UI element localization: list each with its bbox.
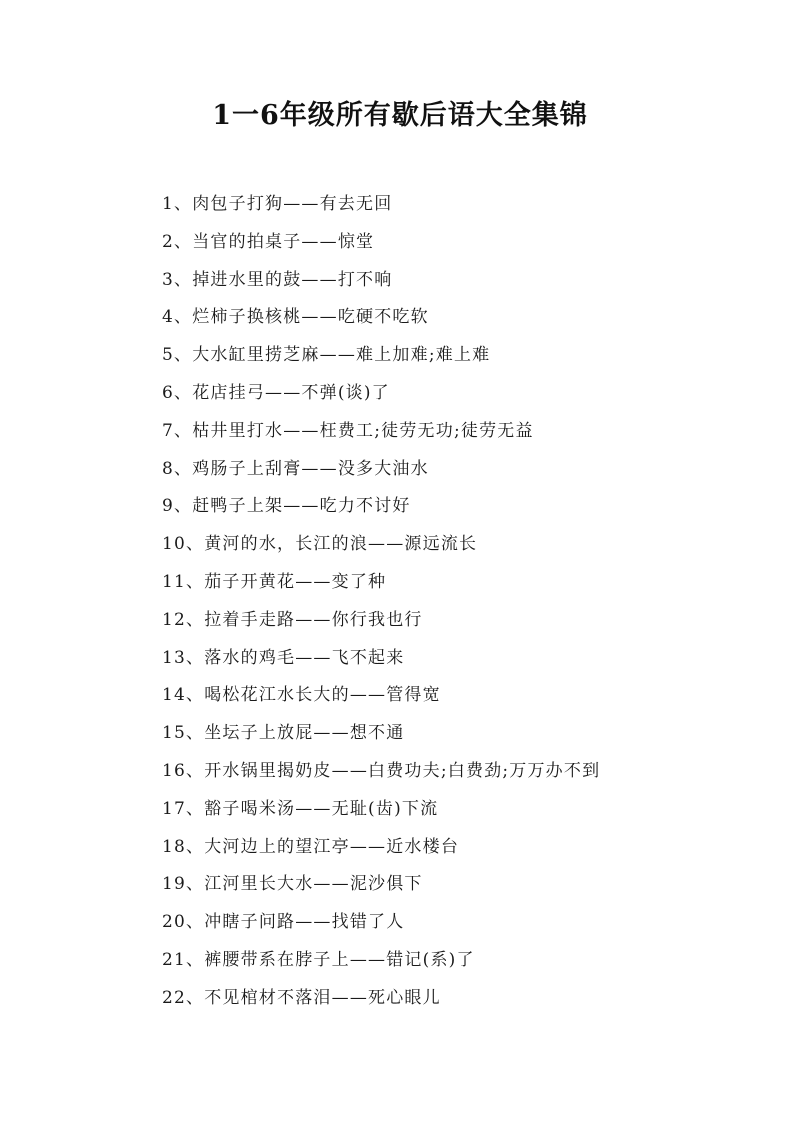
list-item: 17、豁子喝米汤——无耻(齿)下流 — [162, 798, 439, 819]
list-item: 12、拉着手走路——你行我也行 — [162, 609, 423, 630]
page-title: 1一6年级所有歇后语大全集锦 — [212, 100, 588, 131]
list-item: 22、不见棺材不落泪——死心眼儿 — [162, 987, 441, 1008]
list-item: 20、冲瞎子问路——找错了人 — [162, 912, 405, 933]
list-item: 10、黄河的水，长江的浪——源远流长 — [162, 534, 478, 555]
list-item: 9、赶鸭子上架——吃力不讨好 — [162, 496, 411, 517]
list-item: 8、鸡肠子上刮膏——没多大油水 — [162, 458, 429, 479]
list-item: 2、当官的拍桌子——惊堂 — [162, 231, 375, 252]
list-item: 4、烂柿子换核桃——吃硬不吃软 — [162, 307, 429, 328]
list-item: 21、裤腰带系在脖子上——错记(系)了 — [162, 949, 475, 970]
list-item: 14、喝松花江水长大的——管得宽 — [162, 685, 441, 706]
list-item: 1、肉包子打狗——有去无回 — [162, 194, 393, 214]
list-item: 3、掉进水里的鼓——打不响 — [162, 269, 393, 290]
list-item: 19、江河里长大水——泥沙俱下 — [162, 874, 423, 895]
list-item: 15、坐坛子上放屁——想不通 — [162, 723, 405, 744]
list-item: 6、花店挂弓——不弹(谈)了 — [162, 382, 390, 403]
list-item: 11、茄子开黄花——变了种 — [162, 571, 387, 592]
list-item: 5、大水缸里捞芝麻——难上加难;难上难 — [162, 345, 491, 366]
idiom-list — [162, 186, 762, 1018]
list-item: 16、开水锅里揭奶皮——白费功夫;白费劲;万万办不到 — [162, 760, 601, 781]
list-item: 7、枯井里打水——枉费工;徒劳无功;徒劳无益 — [162, 420, 534, 441]
list-item: 18、大河边上的望江亭——近水楼台 — [162, 836, 460, 857]
list-item: 13、落水的鸡毛——飞不起来 — [162, 647, 405, 668]
